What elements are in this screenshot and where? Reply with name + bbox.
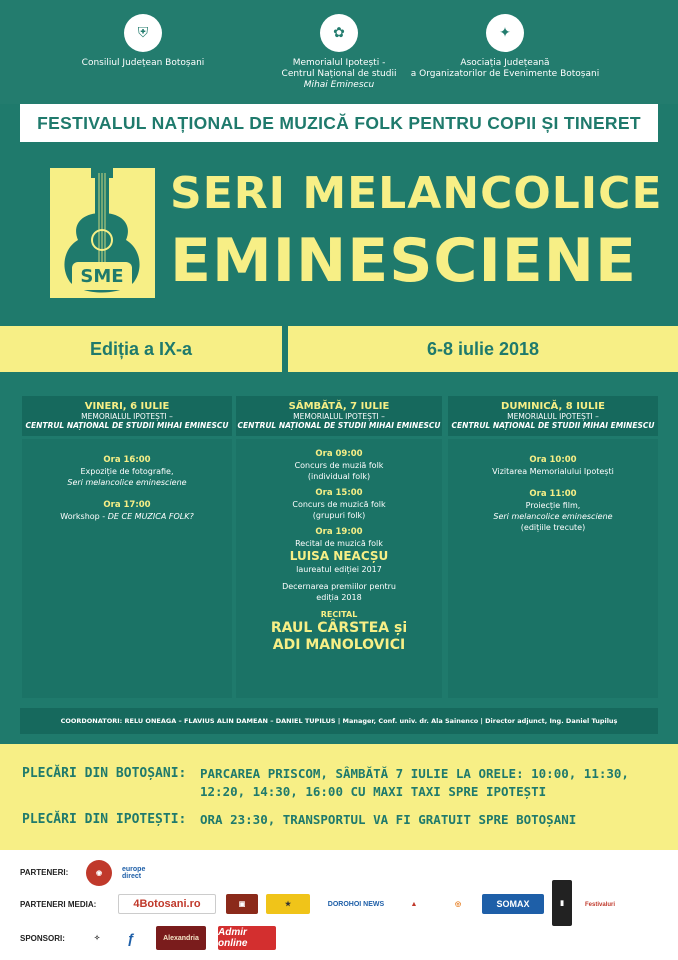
- header-band: [0, 0, 678, 104]
- day-schedule: [448, 439, 658, 698]
- event-text: Expoziție de fotografie,: [80, 467, 174, 476]
- venue-line-2: CENTRUL NAȚIONAL DE STUDII MIHAI EMINESCU: [237, 421, 441, 430]
- day-column-saturday: [236, 396, 442, 698]
- media-partner-logo: ▮: [552, 880, 572, 926]
- recital-label: RECITAL: [320, 610, 358, 619]
- day-schedule: [22, 439, 232, 698]
- media-partner-logo: 4Botosani.ro: [118, 894, 216, 914]
- sponsor-logo: ƒ: [127, 930, 135, 946]
- title-line-2: EMINESCIENE: [170, 226, 637, 296]
- media-partner-logo: ▲: [410, 900, 418, 908]
- media-partner-logo: ★: [266, 894, 310, 914]
- event-text-part: Workshop -: [60, 512, 106, 521]
- venue-line-2: CENTRUL NAȚIONAL DE STUDII MIHAI EMINESCU: [451, 421, 655, 430]
- organizer-2: [244, 14, 434, 91]
- media-partner-logo: DOROHOI NEWS: [327, 900, 385, 908]
- event-text: Concurs de muziă folk: [294, 461, 384, 470]
- organizer-2-line2: Centrul Național de studii: [281, 69, 397, 79]
- day-header: [448, 396, 658, 436]
- event-text: laureatul ediției 2017: [296, 565, 382, 574]
- event-text: (edițiile trecute): [520, 523, 586, 532]
- association-logo-icon: ✦: [486, 14, 524, 52]
- festival-title: FESTIVALUL NAȚIONAL DE MUZICĂ FOLK PENTRU COPII ȘI TINERET: [20, 104, 658, 142]
- day-header: [22, 396, 232, 436]
- organizer-3-line2: a Organizatorilor de Evenimente Botoșani: [410, 69, 600, 79]
- event-text: [22, 511, 232, 522]
- media-partner-logo: ▣: [226, 894, 258, 914]
- event-time: Ora 16:00: [103, 455, 151, 465]
- departure-botosani-label: PLECĂRI DIN BOTOȘANI:: [22, 766, 187, 781]
- organizer-2-name: Memorialul Ipotești -: [292, 58, 386, 68]
- organizer-3-name: Asociația Județeană: [460, 58, 550, 68]
- media-partner-logo: Festivaluri: [584, 902, 615, 908]
- artist-name: RAUL CÂRSTEA și: [270, 620, 408, 636]
- day-title: DUMINICĂ, 8 IULIE: [501, 401, 605, 412]
- event-time: Ora 19:00: [315, 527, 363, 537]
- title-line-1: SERI MELANCOLICE: [170, 168, 663, 219]
- event-text: Vizitarea Memorialului Ipotești: [492, 467, 614, 476]
- travel-info: [0, 744, 678, 850]
- departure-ipotesti-label: PLECĂRI DIN IPOTEȘTI:: [22, 812, 187, 827]
- organizer-2-line3: Mihai Eminescu: [303, 80, 375, 90]
- event-text: Proiecție film,: [525, 501, 581, 510]
- venue-line-1: MEMORIALUL IPOTEȘTI –: [507, 412, 599, 421]
- venue-line-1: MEMORIALUL IPOTEȘTI –: [81, 412, 173, 421]
- event-text: Seri melancolice eminesciene: [493, 512, 613, 521]
- sponsors-label: SPONSORI:: [20, 934, 65, 943]
- organizer-1: [48, 14, 238, 69]
- organizer-1-name: Consiliul Județean Botoșani: [81, 58, 205, 68]
- day-column-sunday: [448, 396, 658, 698]
- media-partner-logo: ◎: [454, 901, 462, 908]
- media-partners-label: PARTENERI MEDIA:: [20, 900, 97, 909]
- partner-logo-icon: ◉: [86, 860, 112, 886]
- departure-ipotesti-text: ORA 23:30, TRANSPORTUL VA FI GRATUIT SPRE BOTOȘANI: [200, 812, 577, 827]
- event-text: (individual folk): [307, 472, 371, 481]
- media-partner-logo: SOMAX: [482, 894, 544, 914]
- edition-label: Ediția a IX-a: [89, 339, 193, 359]
- memorial-logo-icon: ✿: [320, 14, 358, 52]
- event-text: (grupuri folk): [312, 511, 366, 520]
- europe-direct-logo: europe direct: [122, 866, 146, 880]
- coat-of-arms-icon: ⛨: [124, 14, 162, 52]
- day-schedule: [236, 439, 442, 698]
- sponsor-logo: ✧: [94, 935, 100, 942]
- festival-dates: 6-8 iulie 2018: [426, 339, 540, 359]
- event-time: Ora 11:00: [529, 489, 577, 499]
- event-time: Ora 09:00: [315, 449, 363, 459]
- event-time: Ora 15:00: [315, 488, 363, 498]
- sponsors-section: [0, 850, 678, 960]
- event-text: Concurs de muzică folk: [292, 500, 386, 509]
- artist-name: LUISA NEACȘU: [289, 549, 389, 563]
- sme-guitar-logo: [50, 168, 155, 298]
- sponsor-logo: Admir online: [218, 926, 276, 950]
- departure-botosani-text: PARCAREA PRISCOM, SÂMBĂTĂ 7 IULIE LA ORELE: 10:00, 11:30,: [200, 766, 629, 781]
- venue-line-1: MEMORIALUL IPOTEȘTI –: [293, 412, 385, 421]
- sponsor-logo: Alexandria: [156, 926, 206, 950]
- event-text: Decernarea premiilor pentru: [282, 582, 396, 591]
- sme-logo-text: SME: [80, 266, 124, 287]
- event-text: Recital de muzică folk: [295, 539, 383, 548]
- day-column-friday: [22, 396, 232, 698]
- day-title: SÂMBĂTĂ, 7 IULIE: [288, 401, 390, 412]
- day-header: [236, 396, 442, 436]
- organizer-3: [410, 14, 600, 80]
- partners-label: PARTENERI:: [20, 868, 69, 877]
- coordinators-line: COORDONATORI: RELU ONEAGA – FLAVIUS ALIN DAMEAN – DANIEL TUPILUS | Manager, Conf. univ. dr. Ala Sainenco | Director adjunct, Ing. Daniel Tupiluș: [20, 708, 658, 734]
- venue-line-2: CENTRUL NAȚIONAL DE STUDII MIHAI EMINESCU: [25, 421, 229, 430]
- day-title: VINERI, 6 IULIE: [84, 401, 170, 412]
- event-text-part: DE CE MUZICA FOLK?: [107, 512, 194, 521]
- departure-botosani-text: 12:20, 14:30, 16:00 CU MAXI TAXI SPRE IPOTEȘTI: [200, 784, 547, 799]
- artist-name: ADI MANOLOVICI: [272, 637, 406, 653]
- event-text: Seri melancolice eminesciene: [67, 478, 187, 487]
- event-time: Ora 17:00: [103, 500, 151, 510]
- event-text: ediția 2018: [316, 593, 362, 602]
- edition-bar: [0, 326, 678, 372]
- event-time: Ora 10:00: [529, 455, 577, 465]
